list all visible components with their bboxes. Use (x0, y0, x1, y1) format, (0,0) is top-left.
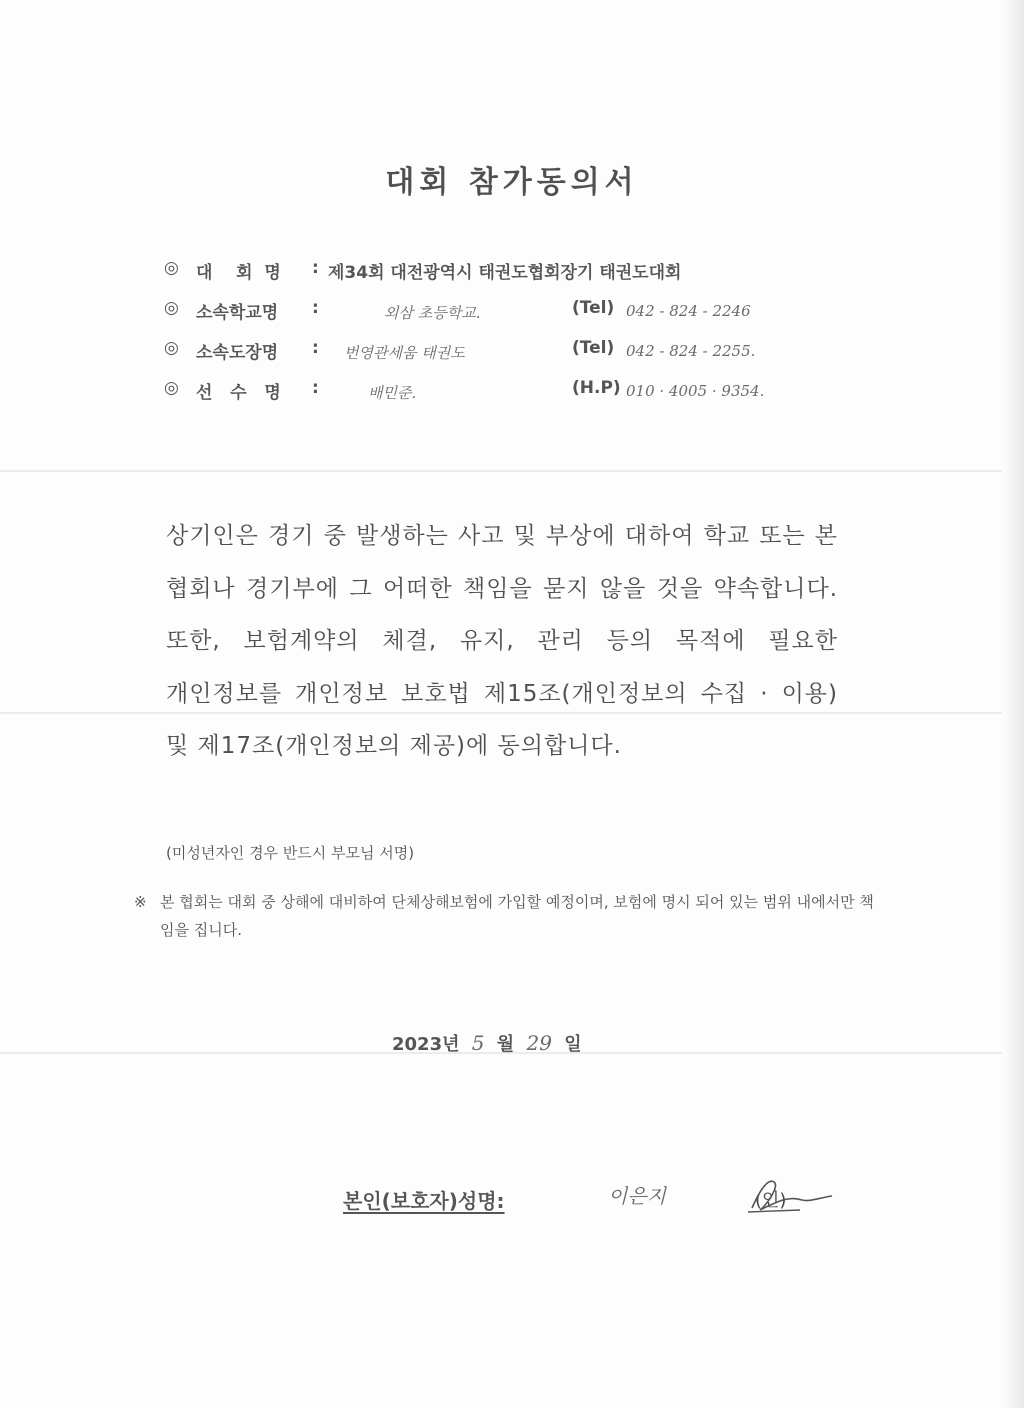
school-name: 외삼 초등학교. (384, 304, 481, 322)
document-title: 대회 참가동의서 (385, 165, 639, 200)
signature-label: 본인(보호자)성명: (343, 1189, 505, 1213)
insurance-note-text: 본 협회는 대회 중 상해에 대비하여 단체상해보험에 가입할 예정이며, 보험에 명시 되어 있는 범위 내에서만 책임을 집니다. (160, 893, 874, 939)
date-day-unit: 일 (564, 1034, 582, 1055)
dojang-tel-value: 042 - 824 - 2255. (626, 342, 756, 360)
school-separator: : (312, 298, 319, 318)
paper-fold-line (0, 470, 1024, 472)
date-month-unit: 월 (496, 1034, 515, 1055)
date-day: 29 (526, 1031, 552, 1055)
info-row-player (164, 378, 864, 418)
info-row-event (164, 258, 864, 298)
seal-mark: (인) (755, 1190, 787, 1211)
dojang-separator: : (312, 338, 319, 358)
bullet-icon: ◎ (164, 298, 179, 318)
event-name: 제34회 대전광역시 태권도협회장기 태권도대회 (328, 263, 682, 283)
dojang-label: 소속도장명 (196, 343, 279, 363)
paper-edge-shadow (1002, 0, 1024, 1408)
player-label: 선 수 명 (196, 383, 281, 403)
guardian-note: (미성년자인 경우 반드시 부모님 서명) (166, 844, 415, 862)
signer-name: 이은지 (608, 1184, 666, 1208)
info-section (164, 258, 864, 418)
school-label: 소속학교명 (196, 303, 279, 323)
consent-statement: 상기인은 경기 중 발생하는 사고 및 부상에 대하여 학교 또는 본 협회나 경기부에 그 어떠한 책임을 묻지 않을 것을 약속합니다. 또한, 보험계약의 체결, 유지, 관리 등의 목적에 필요한 개인정보를 개인정보 보호법 제15조(개인정보의 수집 · 이용) 및 제17조(개인정보의 제공)에 동의합니다. (166, 523, 838, 759)
school-tel-label: (Tel) (572, 298, 615, 318)
player-hp-label: (H.P) (572, 378, 621, 398)
event-separator: : (312, 258, 319, 278)
dojang-tel-label: (Tel) (572, 338, 615, 358)
info-row-school (164, 298, 864, 338)
date-year: 2023년 (392, 1034, 460, 1055)
player-name: 배민준. (368, 384, 417, 402)
reference-mark-icon: ※ (134, 893, 147, 911)
school-tel-value: 042 - 824 - 2246 (626, 302, 751, 320)
bullet-icon: ◎ (164, 378, 179, 398)
dojang-name: 번영관세움 태권도 (344, 344, 465, 362)
info-row-dojang (164, 338, 864, 378)
bullet-icon: ◎ (164, 338, 179, 358)
bullet-icon: ◎ (164, 258, 179, 278)
signing-date (392, 1030, 582, 1056)
player-separator: : (312, 378, 319, 398)
handwritten-signature-icon (740, 1170, 840, 1220)
player-hp-value: 010 · 4005 · 9354. (626, 382, 765, 400)
event-label: 대 회 명 (196, 263, 281, 283)
date-month: 5 (471, 1031, 485, 1055)
